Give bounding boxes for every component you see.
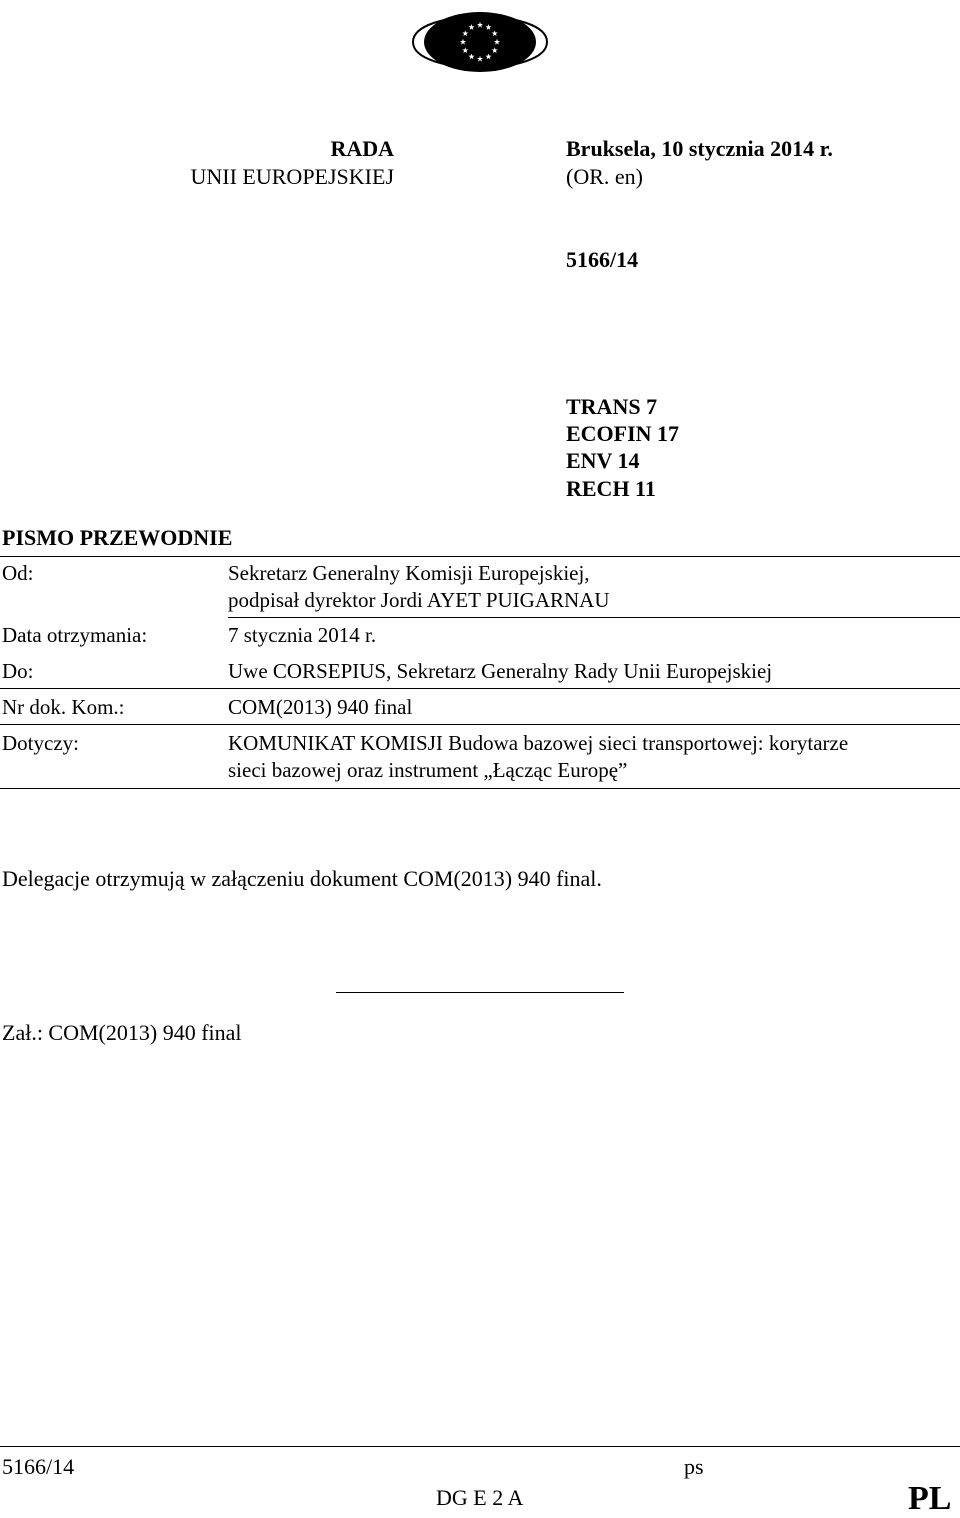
- divider: [228, 617, 960, 618]
- council-logo: [407, 2, 553, 78]
- label-com-doc-number: Nr dok. Kom.:: [2, 695, 125, 719]
- label-to: Do:: [2, 659, 34, 683]
- label-from: Od:: [2, 561, 34, 585]
- value-date-received: 7 stycznia 2014 r.: [228, 623, 377, 647]
- divider: [0, 724, 960, 725]
- institution-name-line1: RADA: [330, 136, 394, 161]
- institution-name-line2: UNII EUROPEJSKIEJ: [190, 164, 394, 189]
- footer-department: DG E 2 A: [436, 1485, 524, 1510]
- divider: [0, 688, 960, 689]
- footer-initials: ps: [684, 1454, 704, 1479]
- divider: [0, 556, 960, 557]
- value-subject-line1: KOMUNIKAT KOMISJI Budowa bazowej sieci transportowej: korytarze: [228, 731, 849, 755]
- value-subject-line2: sieci bazowej oraz instrument „Łącząc Europę”: [228, 758, 628, 782]
- code-ecofin: ECOFIN 17: [566, 421, 680, 446]
- logo-dark-shape: [424, 12, 536, 72]
- cover-note-title: PISMO PRZEWODNIE: [2, 525, 233, 550]
- value-from-line2: podpisał dyrektor Jordi AYET PUIGARNAU: [228, 588, 610, 612]
- label-subject: Dotyczy:: [2, 731, 79, 755]
- label-date-received: Data otrzymania:: [2, 623, 148, 647]
- value-to: Uwe CORSEPIUS, Sekretarz Generalny Rady Unii Europejskiej: [228, 659, 773, 683]
- code-rech: RECH 11: [566, 476, 656, 501]
- footer-language: PL: [908, 1480, 952, 1517]
- value-from-line1: Sekretarz Generalny Komisji Europejskiej,: [228, 561, 590, 585]
- original-language: (OR. en): [566, 164, 643, 189]
- value-com-doc-number: COM(2013) 940 final: [228, 695, 413, 719]
- code-env: ENV 14: [566, 448, 640, 473]
- doc-number: 5166/14: [566, 247, 639, 272]
- body-text: Delegacje otrzymują w załączeniu dokument COM(2013) 940 final.: [2, 866, 602, 891]
- place-date: Bruksela, 10 stycznia 2014 r.: [566, 136, 833, 161]
- footer-divider: [0, 1446, 960, 1447]
- code-trans: TRANS 7: [566, 394, 658, 419]
- divider: [0, 788, 960, 789]
- enclosure: Zał.: COM(2013) 940 final: [2, 1020, 242, 1045]
- separator-line: [336, 992, 624, 993]
- footer-doc-number: 5166/14: [2, 1454, 75, 1479]
